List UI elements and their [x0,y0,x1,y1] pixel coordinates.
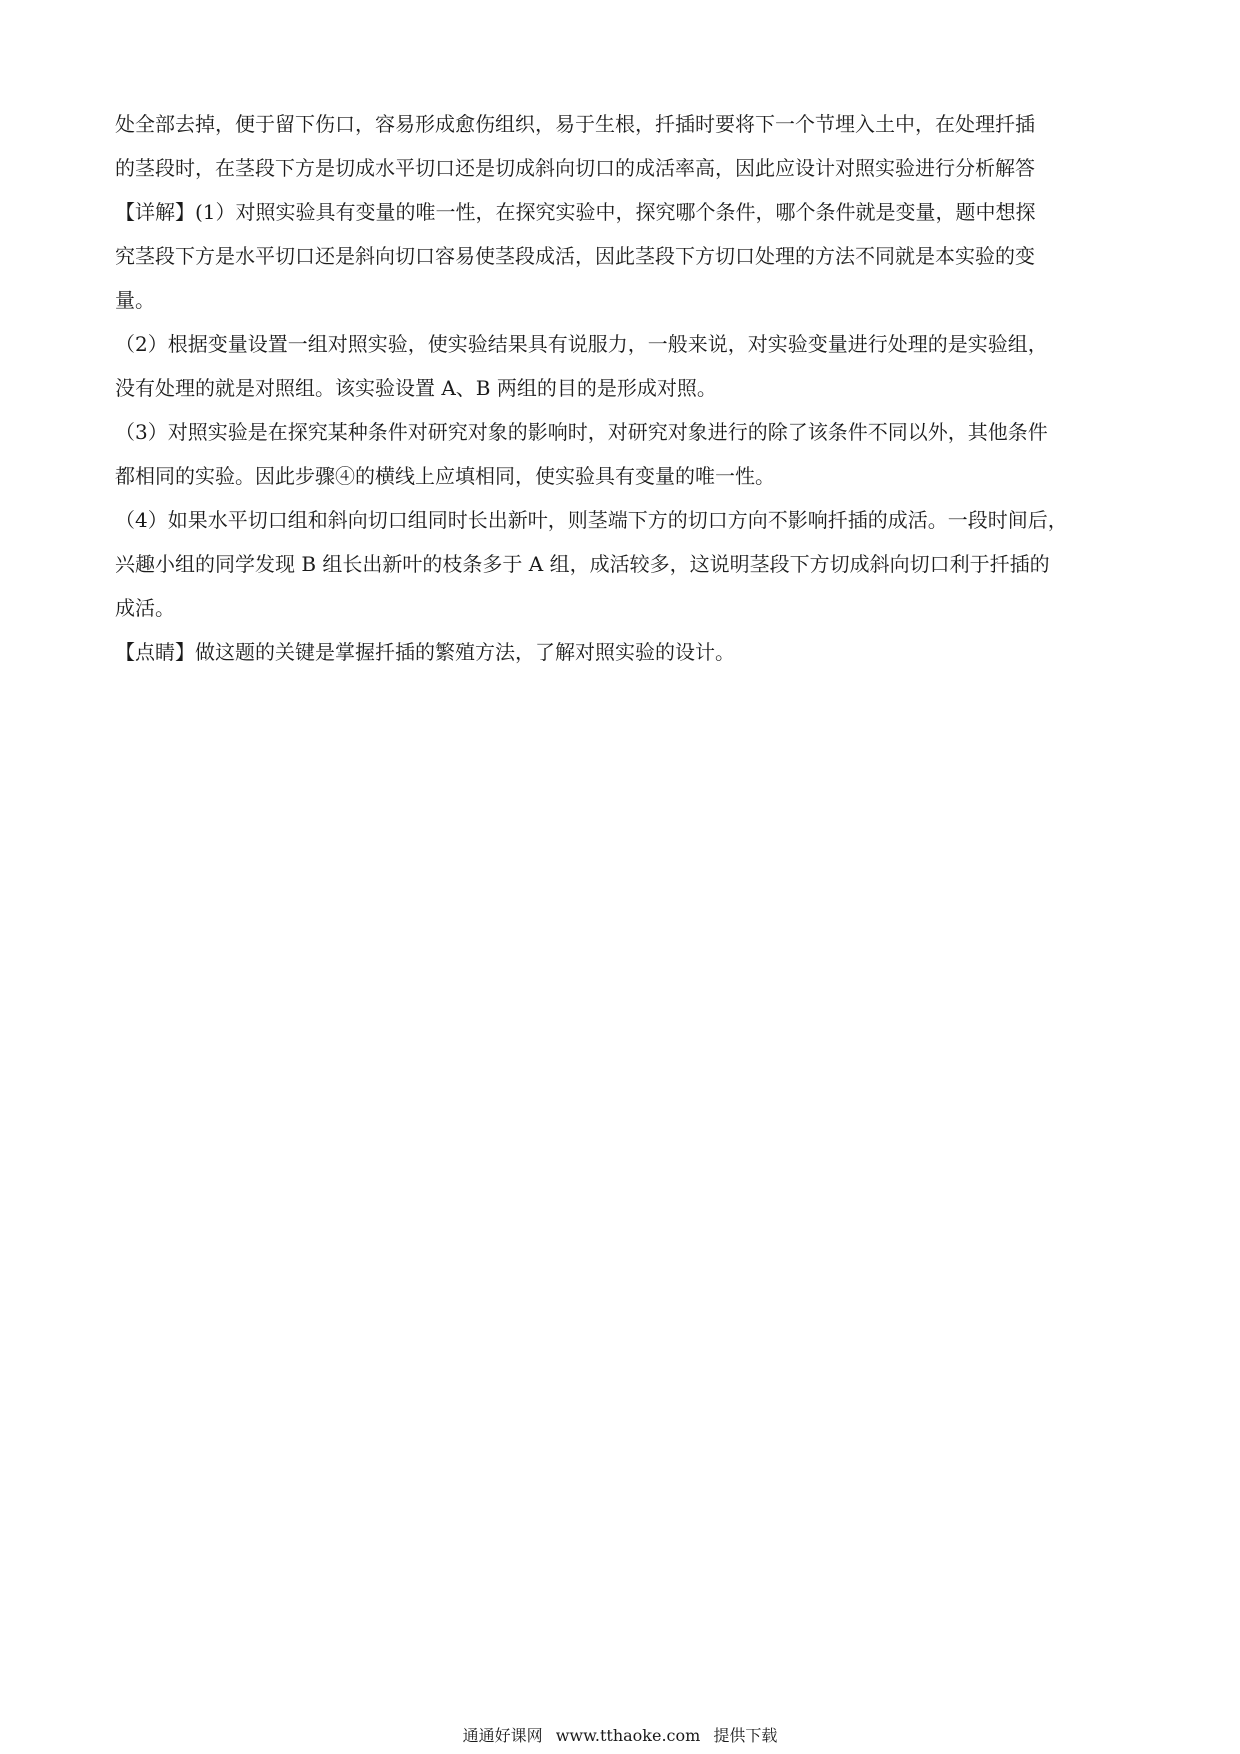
footer-site-name: 通通好课网 [462,1726,543,1745]
document-body [115,102,1135,674]
text-line: 都相同的实验。因此步骤④的横线上应填相同，使实验具有变量的唯一性。 [115,464,775,488]
footer-suffix: 提供下载 [713,1726,778,1745]
text-line: 【点睛】做这题的关键是掌握扦插的繁殖方法，了解对照实验的设计。 [115,640,735,664]
text-line: 处全部去掉，便于留下伤口，容易形成愈伤组织，易于生根，扦插时要将下一个节埋入土中，在处理扦插 [115,112,1035,136]
text-line: （2）根据变量设置一组对照实验，使实验结果具有说服力，一般来说，对实验变量进行处理的是实验组， [115,332,1048,356]
text-line: 没有处理的就是对照组。该实验设置 A、B 两组的目的是形成对照。 [115,376,717,400]
footer-url: www.tthaoke.com [555,1726,701,1745]
text-line: 【详解】(1）对照实验具有变量的唯一性，在探究实验中，探究哪个条件，哪个条件就是变量，题中想探 [115,200,1036,224]
text-line: 兴趣小组的同学发现 B 组长出新叶的枝条多于 A 组，成活较多，这说明茎段下方切成斜向切口利于扦插的 [115,552,1050,576]
page-footer [0,1724,1240,1748]
text-line: 量。 [115,288,155,312]
text-line: （4）如果水平切口组和斜向切口组同时长出新叶，则茎端下方的切口方向不影响扦插的成活。一段时间后， [115,508,1068,532]
text-line: 究茎段下方是水平切口还是斜向切口容易使茎段成活，因此茎段下方切口处理的方法不同就是本实验的变 [115,244,1035,268]
text-line: 成活。 [115,596,175,620]
text-line: 的茎段时，在茎段下方是切成水平切口还是切成斜向切口的成活率高，因此应设计对照实验进行分析解答 [115,156,1035,180]
text-line: （3）对照实验是在探究某种条件对研究对象的影响时，对研究对象进行的除了该条件不同以外，其他条件 [115,420,1048,444]
